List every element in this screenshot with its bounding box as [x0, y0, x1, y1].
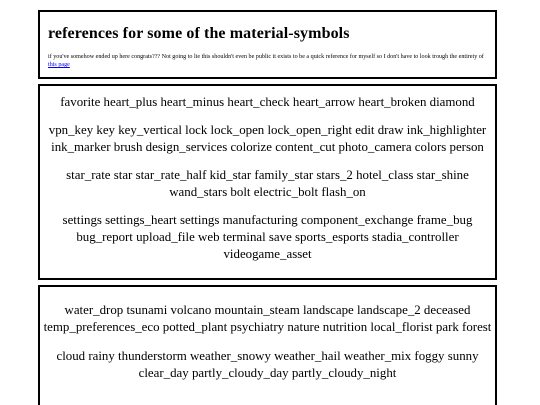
reference-page-link[interactable]: this page — [48, 62, 70, 68]
symbol-group-settings-devices: settings settings_heart settings manufacturing component_exchange frame_bug bug_report upload_file web terminal save sports_esports stadia_controller videogame_asset — [62, 213, 473, 261]
symbol-group-nature: water_drop tsunami volcano mountain_steam landscape landscape_2 deceased temp_preferences_eco potted_plant psychiatry nature nutrition local_florist park forest — [43, 303, 492, 334]
symbol-group-keys-tools: vpn_key key key_vertical lock lock_open lock_open_right edit draw ink_highlighter ink_marker brush design_services colorize content_cut photo_camera colors person — [48, 123, 487, 154]
description-text: if you've somehow ended up here congrats??? Not going to lie this shouldn't even be public it exists to be a quick reference for myself so I don't have to look trough the entirety of — [48, 54, 484, 60]
symbol-group-hearts: favorite heart_plus heart_minus heart_check heart_arrow heart_broken diamond — [60, 95, 475, 109]
symbol-group-stars: star_rate star star_rate_half kid_star family_star stars_2 hotel_class star_shine wand_stars bolt electric_bolt flash_on — [66, 168, 469, 199]
symbol-section-nature-weather — [38, 285, 497, 405]
symbol-section-favorites-tools — [38, 84, 497, 280]
symbol-group-weather: cloud rainy thunderstorm weather_snowy weather_hail weather_mix foggy sunny clear_day partly_cloudy_day partly_cloudy_night — [56, 349, 479, 380]
header-box — [38, 10, 497, 79]
page-description — [48, 53, 489, 69]
page-title: references for some of the material-symbols — [48, 25, 350, 42]
